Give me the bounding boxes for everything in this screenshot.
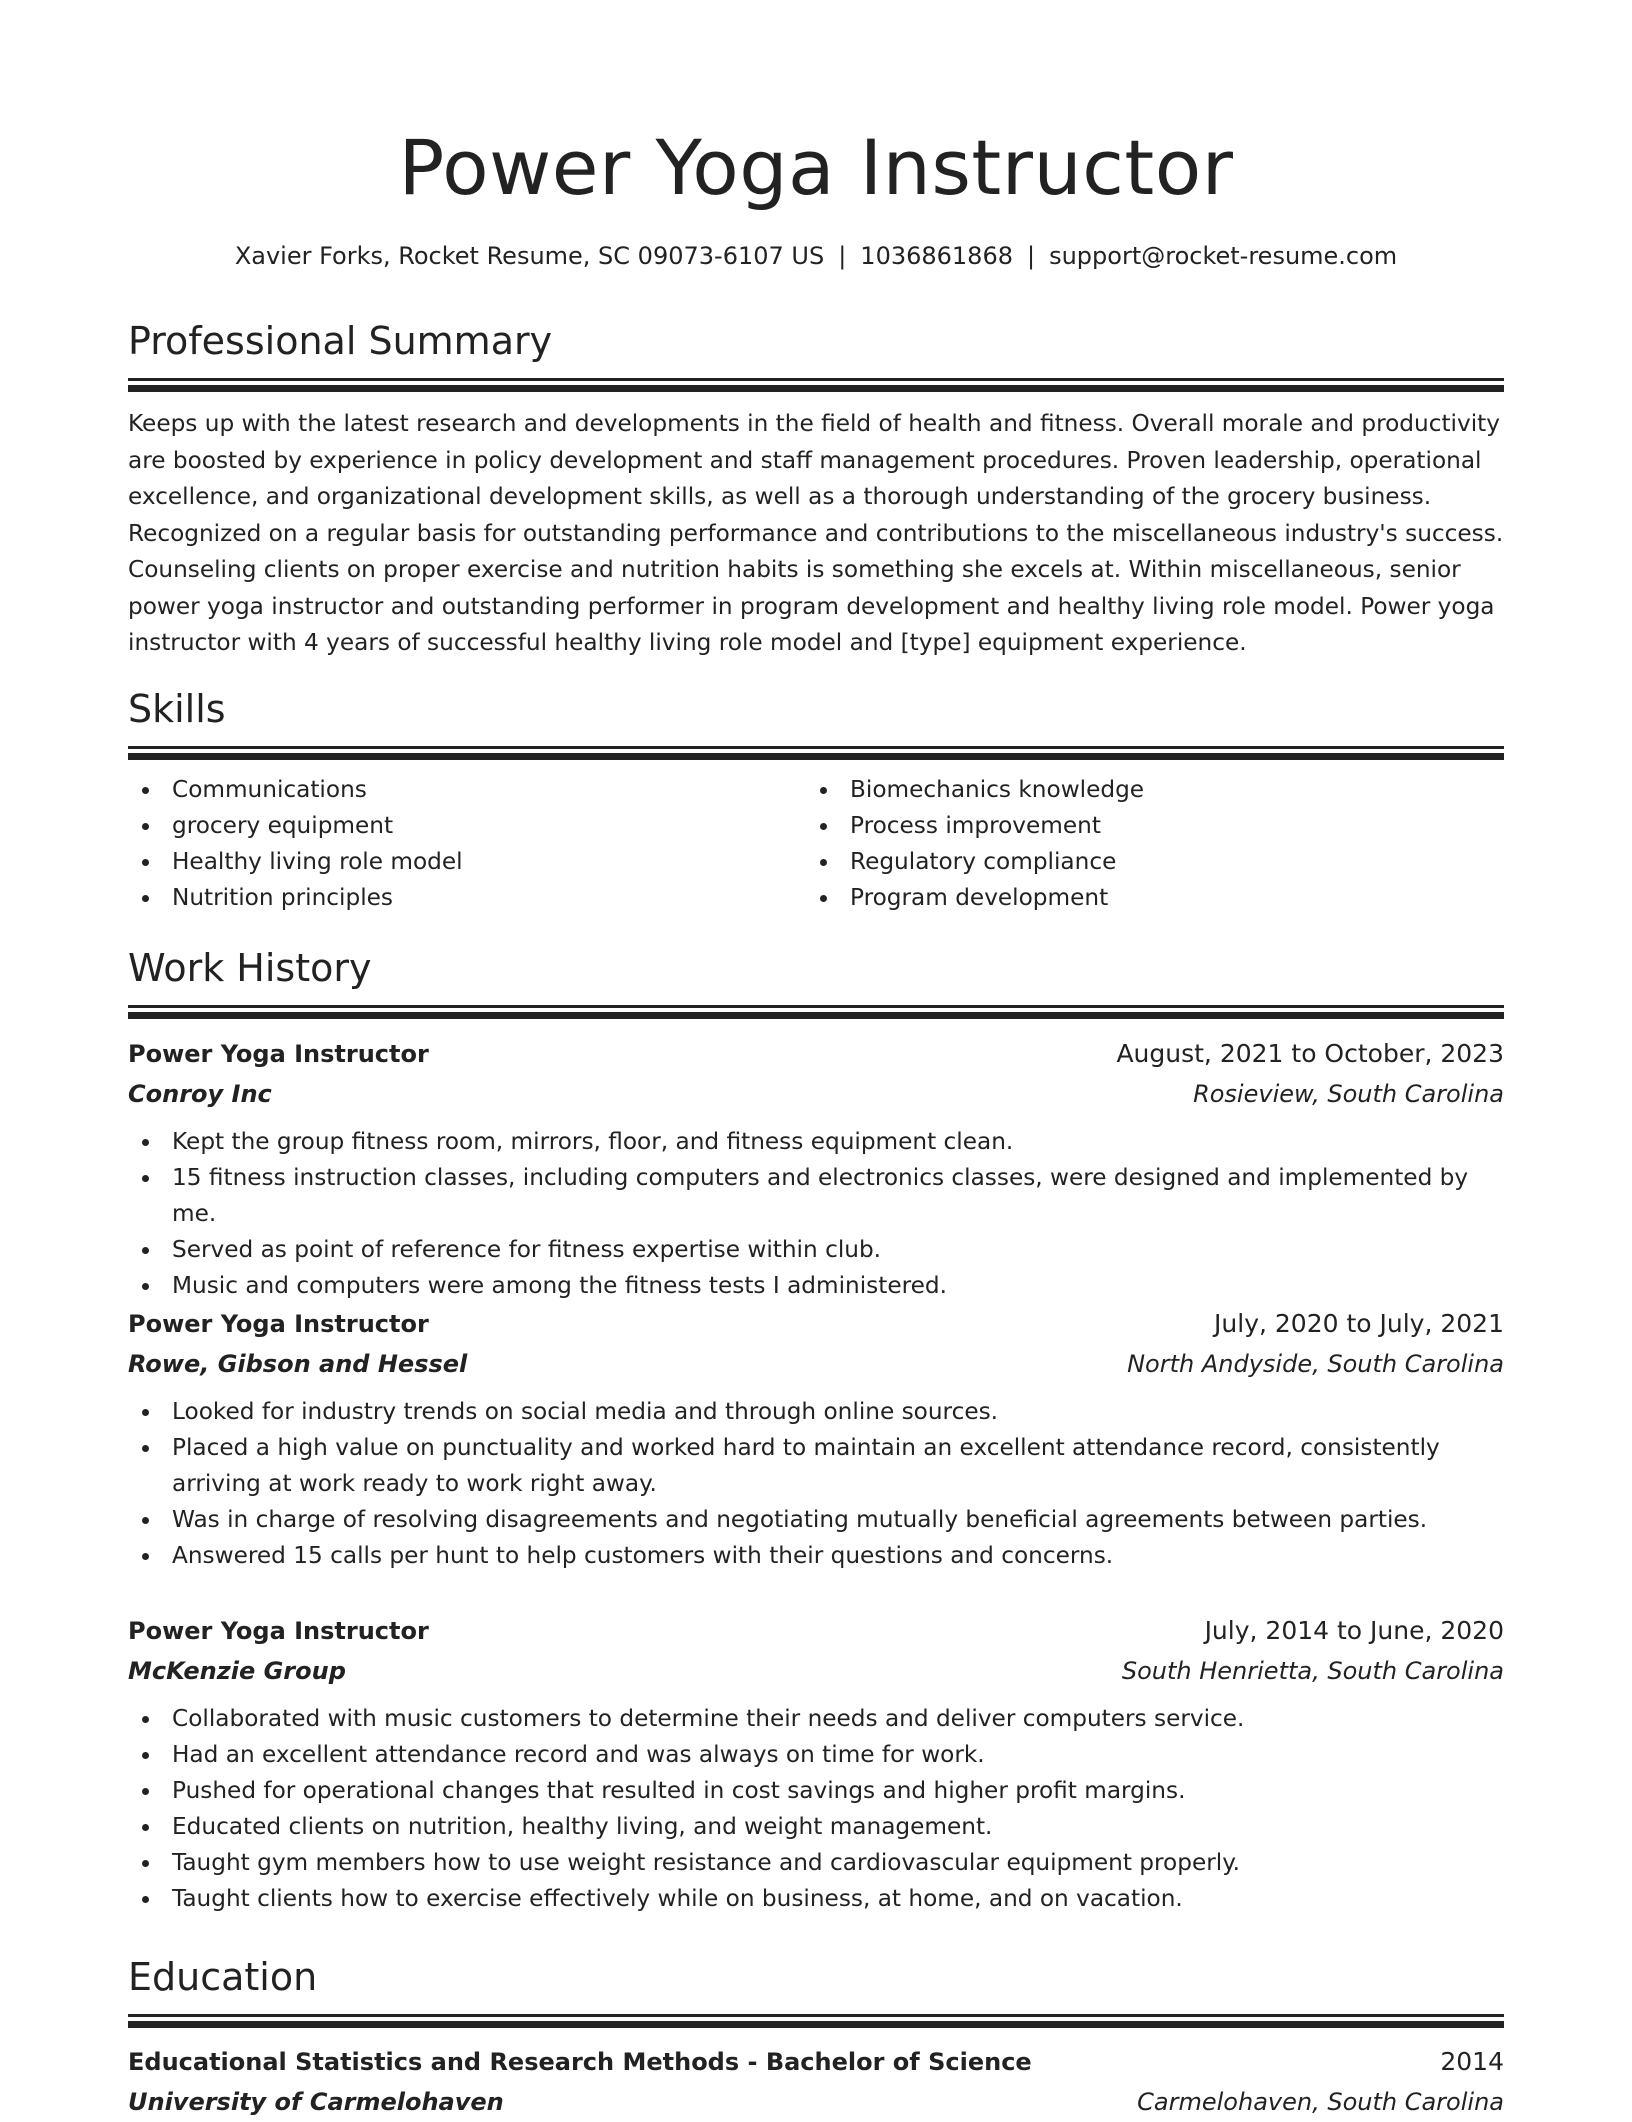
- education-heading: Education: [128, 1955, 318, 1999]
- job-bullet: Educated clients on nutrition, healthy living, and weight management.: [128, 1809, 1504, 1845]
- education-school-row: [128, 2082, 1504, 2122]
- job-entry: [128, 1611, 1504, 1917]
- job-company: Conroy Inc: [128, 1080, 272, 1108]
- job-bullet: Looked for industry trends on social media and through online sources.: [128, 1394, 1504, 1430]
- job-location: Rosieview, South Carolina: [1193, 1080, 1504, 1108]
- summary-text: Keeps up with the latest research and developments in the field of health and fitness. Overall morale and productivity are boosted by experience in policy development and staff management procedures. Proven leadership, operational excellence, and organizational development skills, as well as a thorough understanding of the grocery business. Recognized on a regular basis for outstanding performance and contributions to the miscellaneous industry's success. Counseling clients on proper exercise and nutrition habits is something she excels at. Within miscellaneous, senior power yoga instructor and outstanding performer in program development and healthy living role model. Power yoga instructor with 4 years of successful healthy living role model and [type] equipment experience.: [128, 410, 1504, 656]
- job-header-row: [128, 1034, 1504, 1074]
- summary-section: [128, 316, 1504, 662]
- skills-heading: Skills: [128, 687, 226, 731]
- job-bullets: [128, 1701, 1504, 1917]
- education-location: Carmelohaven, South Carolina: [1137, 2088, 1504, 2116]
- section-divider-thick: [128, 753, 1504, 760]
- contact-phone: 1036861868: [860, 242, 1013, 270]
- education-school: University of Carmelohaven: [128, 2088, 504, 2116]
- job-company-row: [128, 1651, 1504, 1691]
- job-header-row: [128, 1611, 1504, 1651]
- job-bullets: [128, 1394, 1504, 1574]
- contact-address: Xavier Forks, Rocket Resume, SC 09073-6107 US: [234, 242, 825, 270]
- job-bullet: Placed a high value on punctuality and worked hard to maintain an excellent attendance record, consistently arriving at work ready to work right away.: [128, 1430, 1504, 1502]
- job-title: Power Yoga Instructor: [128, 1310, 429, 1338]
- skill-item: Process improvement: [806, 808, 1484, 844]
- job-bullet: 15 fitness instruction classes, including computers and electronics classes, were designed and implemented by me.: [128, 1160, 1504, 1232]
- resume-name: Power Yoga Instructor: [398, 123, 1234, 212]
- contact-separator: |: [1027, 242, 1036, 270]
- job-title: Power Yoga Instructor: [128, 1040, 429, 1068]
- skill-item: Communications: [128, 772, 806, 808]
- job-header-row: [128, 1304, 1504, 1344]
- work-section: [128, 943, 1504, 1019]
- summary-heading: Professional Summary: [128, 319, 553, 363]
- section-divider: [128, 1005, 1504, 1008]
- education-row: [128, 2042, 1504, 2082]
- job-bullet: Was in charge of resolving disagreements and negotiating mutually beneficial agreements between parties.: [128, 1502, 1504, 1538]
- skills-section: [128, 684, 1504, 916]
- contact-email: support@rocket-resume.com: [1049, 242, 1398, 270]
- education-section: [128, 1952, 1504, 2122]
- job-location: North Andyside, South Carolina: [1127, 1350, 1504, 1378]
- skill-item: Nutrition principles: [128, 880, 806, 916]
- job-dates: July, 2020 to July, 2021: [1214, 1309, 1504, 1338]
- job-company-row: [128, 1074, 1504, 1114]
- section-divider-thick: [128, 385, 1504, 392]
- section-divider-thick: [128, 1012, 1504, 1019]
- section-divider: [128, 2014, 1504, 2017]
- job-entry: [128, 1034, 1504, 1304]
- skill-item: grocery equipment: [128, 808, 806, 844]
- skills-list-left: [128, 772, 806, 916]
- contact-line: [128, 238, 1504, 274]
- job-bullet: Pushed for operational changes that resulted in cost savings and higher profit margins.: [128, 1773, 1504, 1809]
- job-dates: August, 2021 to October, 2023: [1116, 1039, 1504, 1068]
- job-bullet: Taught gym members how to use weight resistance and cardiovascular equipment properly.: [128, 1845, 1504, 1881]
- section-divider: [128, 746, 1504, 749]
- skill-item: Biomechanics knowledge: [806, 772, 1484, 808]
- skill-item: Regulatory compliance: [806, 844, 1484, 880]
- contact-separator: |: [838, 242, 847, 270]
- work-heading: Work History: [128, 946, 372, 990]
- job-company-row: [128, 1344, 1504, 1384]
- education-degree: Educational Statistics and Research Methods - Bachelor of Science: [128, 2048, 1032, 2076]
- job-bullet: Music and computers were among the fitness tests I administered.: [128, 1268, 1504, 1304]
- job-bullet: Collaborated with music customers to determine their needs and deliver computers service.: [128, 1701, 1504, 1737]
- job-location: South Henrietta, South Carolina: [1121, 1657, 1504, 1685]
- job-bullets: [128, 1124, 1504, 1304]
- skills-grid: [128, 772, 1504, 916]
- job-entry: [128, 1304, 1504, 1574]
- job-title: Power Yoga Instructor: [128, 1617, 429, 1645]
- job-dates: July, 2014 to June, 2020: [1204, 1616, 1504, 1645]
- job-company: McKenzie Group: [128, 1657, 346, 1685]
- section-divider-thick: [128, 2021, 1504, 2028]
- job-bullet: Had an excellent attendance record and was always on time for work.: [128, 1737, 1504, 1773]
- skills-list-right: [806, 772, 1484, 916]
- section-divider: [128, 378, 1504, 381]
- job-bullet: Answered 15 calls per hunt to help customers with their questions and concerns.: [128, 1538, 1504, 1574]
- job-bullet: Kept the group fitness room, mirrors, floor, and fitness equipment clean.: [128, 1124, 1504, 1160]
- job-company: Rowe, Gibson and Hessel: [128, 1350, 468, 1378]
- skill-item: Program development: [806, 880, 1484, 916]
- education-year: 2014: [1440, 2047, 1504, 2076]
- job-bullet: Served as point of reference for fitness expertise within club.: [128, 1232, 1504, 1268]
- skill-item: Healthy living role model: [128, 844, 806, 880]
- job-bullet: Taught clients how to exercise effectively while on business, at home, and on vacation.: [128, 1881, 1504, 1917]
